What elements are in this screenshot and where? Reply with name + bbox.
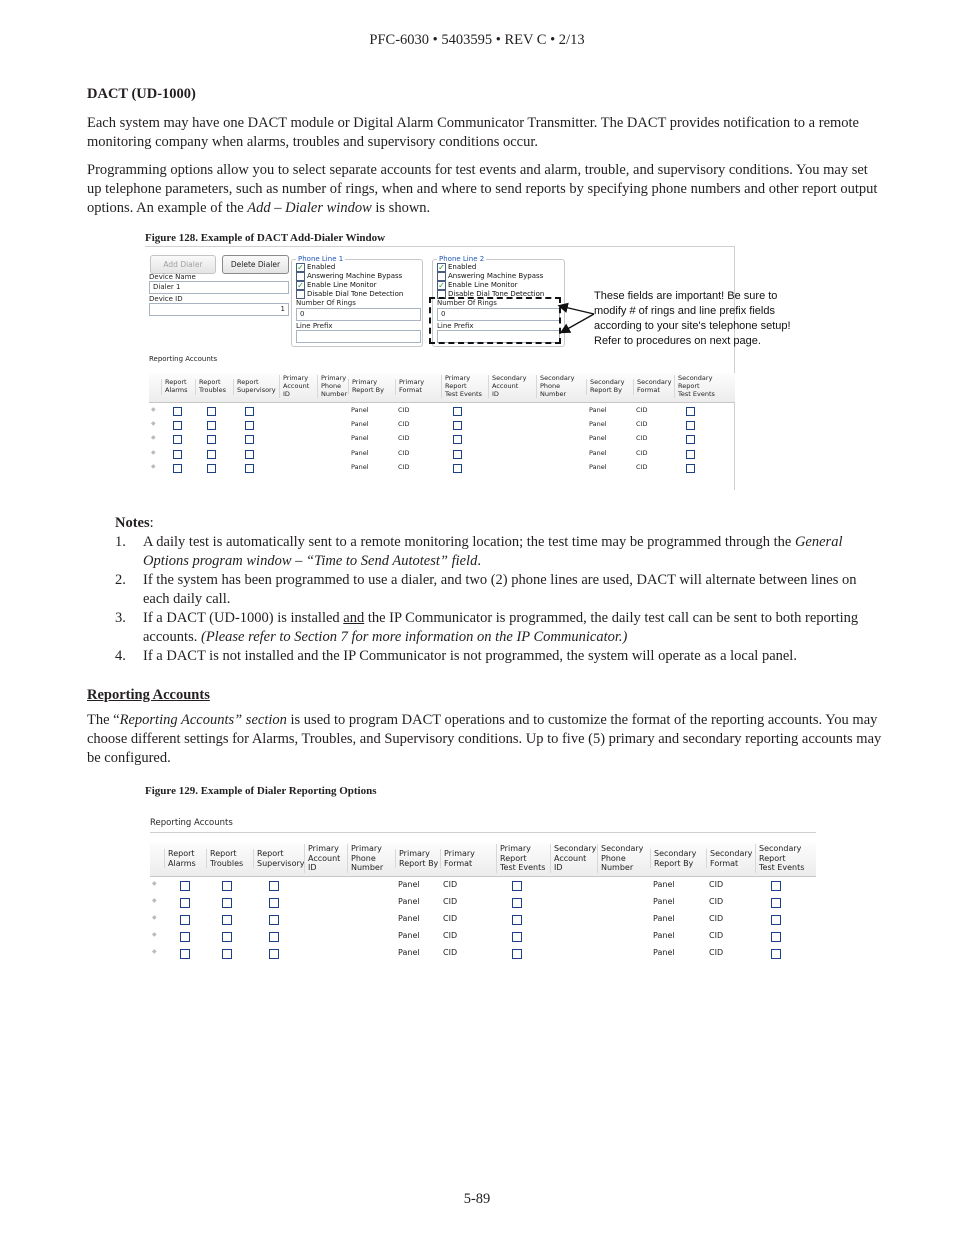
line1-amb-label: Answering Machine Bypass [307,272,403,280]
column-header-line: Primary [352,378,378,386]
text-run: Programming options allow you to select separate accounts for test events and alarm, trouble, and supervisory conditions. You may set up telephone parameters, such as number of rings, when and where to send reports by specifying phone numbers and other report output options. An example of the [87,162,878,216]
row-indicator-icon: ◆ [151,462,156,470]
note-text-run: the IP Communicator is programmed, the daily test call can be sent to both reporting accounts. [143,610,859,645]
delete-dialer-button[interactable]: Delete Dialer [222,255,289,274]
note-item [87,647,877,666]
column-header-line: Report By [590,385,622,394]
column-header-line: Phone [601,853,626,863]
row-indicator-icon: ◆ [151,434,156,442]
row-checkbox[interactable] [173,407,182,416]
column-header-line: Report By [654,858,694,868]
row-checkbox[interactable] [222,898,232,908]
row-checkbox[interactable] [686,407,695,416]
column-header-line: Supervisory [257,858,305,868]
line1-enabled-label: Enabled [307,263,336,271]
row-checkbox[interactable] [269,915,279,925]
row-checkbox[interactable] [245,435,254,444]
row-cell[interactable]: Panel [589,462,607,471]
column-header-line: Primary [399,378,425,386]
page-header: PFC-6030 • 5403595 • REV C • 2/13 [369,32,585,48]
intro-paragraph: Each system may have one DACT module or Digital Alarm Communicator Transmitter. The DACT provides notification to a remote monitoring company when alarms, troubles and supervisory conditions occur. [87,115,859,150]
column-header[interactable] [488,375,526,398]
row-indicator-icon: ◆ [151,406,156,413]
row-checkbox[interactable] [245,464,254,473]
row-cell[interactable]: CID [398,448,410,457]
column-header[interactable] [253,849,304,868]
line1-ddt-label: Disable Dial Tone Detection [307,290,404,298]
line2-rings-label: Number Of Rings [437,299,497,307]
column-header-line: Primary [445,374,471,382]
column-header-line: Format [444,858,473,868]
row-cell[interactable]: CID [443,948,458,957]
column-header-line: ID [554,863,563,873]
figure-129-caption: Figure 129. Example of Dialer Reporting Options [145,785,377,797]
column-header-line: Test Events [445,389,482,398]
note-number: 4. [115,648,126,664]
column-header-line: Test Events [759,863,805,873]
row-checkbox[interactable] [180,915,190,925]
column-header[interactable] [496,844,545,873]
callout-note [594,289,791,349]
line1-rings-label: Number Of Rings [296,299,356,307]
row-cell[interactable]: CID [709,931,724,940]
column-header-line: Secondary [540,374,575,382]
column-header-line: Format [399,385,422,394]
row-cell[interactable]: Panel [653,914,675,923]
row-checkbox[interactable] [686,421,695,430]
column-header-line: Report [210,849,237,858]
column-header-line: ID [308,863,317,873]
row-cell[interactable]: CID [398,462,410,471]
row-checkbox[interactable] [180,932,190,942]
reporting-paragraph [87,711,883,768]
row-checkbox[interactable] [222,932,232,942]
row-cell[interactable]: Panel [653,948,675,957]
column-header[interactable] [441,375,482,398]
line2-prefix-label: Line Prefix [437,322,474,330]
column-header-line: Report [445,381,467,390]
row-checkbox[interactable] [269,881,279,891]
note-text-run: and [343,610,365,626]
column-header[interactable] [164,849,196,868]
row-checkbox[interactable] [512,949,522,959]
highlight-box [429,297,561,344]
column-header-line: Primary [444,849,475,858]
row-cell[interactable]: Panel [653,897,675,906]
phone-line-1-title: Phone Line 1 [298,255,344,263]
row-checkbox[interactable] [245,407,254,416]
line1-prefix-field[interactable] [296,330,421,343]
note-text-run: If the system has been programmed to use a dialer, and two (2) phone lines are used, DACT will alternate between lines on each daily call. [143,572,857,607]
row-checkbox[interactable] [222,915,232,925]
column-header-line: Secondary [554,844,597,853]
row-checkbox[interactable] [453,435,462,444]
line2-ddt-label: Disable Dial Tone Detection [448,290,545,298]
row-indicator-icon: ◆ [152,915,157,921]
row-checkbox[interactable] [207,464,216,473]
row-cell[interactable]: Panel [351,434,369,443]
column-header-line: Number [351,863,384,873]
row-checkbox[interactable] [269,898,279,908]
column-header-line: Report [678,381,700,390]
note-item [87,533,877,571]
column-header-line: Account [492,381,519,390]
column-header-line: Number [321,389,348,398]
reporting-accounts-grid-large [150,842,816,957]
line2-amb-label: Answering Machine Bypass [448,272,544,280]
row-cell[interactable]: CID [636,406,648,414]
column-header-line: Test Events [500,863,546,873]
column-header-line: Account [308,853,341,863]
line2-rings-field[interactable]: 0 [437,308,560,321]
row-checkbox[interactable] [222,949,232,959]
section-title: DACT (UD-1000) [87,86,196,102]
row-checkbox[interactable] [207,421,216,430]
row-checkbox[interactable] [269,949,279,959]
line2-amb-checkbox[interactable] [437,272,446,281]
line1-ddt-checkbox[interactable] [296,290,305,299]
column-header-line: Report [759,853,786,863]
row-checkbox[interactable] [245,450,254,459]
column-header[interactable] [195,379,226,395]
row-checkbox[interactable] [207,407,216,416]
text-run: is shown. [371,200,431,216]
text-run-italic: Reporting Accounts” section [119,712,287,728]
note-text-run: If a DACT (UD-1000) is installed [143,610,344,626]
column-header-line: Phone [351,853,376,863]
row-indicator-icon: ◆ [152,932,157,938]
column-header-line: Format [637,385,660,394]
row-cell[interactable]: Panel [351,462,369,471]
row-checkbox[interactable] [180,949,190,959]
column-header-line: Primary [308,844,339,853]
row-cell[interactable]: Panel [351,406,369,414]
row-checkbox[interactable] [453,421,462,430]
row-cell[interactable]: CID [636,420,648,429]
note-line: Refer to procedures on next page. [594,335,761,347]
column-header-line: Secondary [678,374,713,382]
column-header-line: Alarms [165,385,188,394]
phone-line-2-title: Phone Line 2 [439,255,485,263]
row-cell[interactable]: Panel [589,420,607,429]
row-checkbox[interactable] [207,450,216,459]
line2-enabled-checkbox[interactable]: ✓ [438,263,445,272]
column-header-line: Number [601,863,634,873]
row-cell[interactable]: CID [443,914,458,923]
row-checkbox[interactable] [771,915,781,925]
column-header-line: Secondary [759,844,802,853]
row-indicator-icon: ◆ [151,448,156,456]
column-header[interactable] [395,379,424,395]
column-header-line: Report [500,853,527,863]
column-header[interactable] [233,379,276,395]
column-header-line: Phone [540,381,561,390]
line1-rings-field[interactable]: 0 [296,308,421,321]
line1-elm-label: Enable Line Monitor [307,281,377,289]
column-header[interactable] [304,844,340,873]
column-header[interactable] [348,379,384,395]
column-header[interactable] [650,849,696,868]
column-header[interactable] [279,375,309,398]
column-header-line: Format [710,858,739,868]
column-header-line: Report [237,378,259,386]
column-header-line: Report [257,849,284,858]
row-cell[interactable]: CID [709,897,724,906]
row-cell[interactable]: CID [709,914,724,923]
row-checkbox[interactable] [453,407,462,416]
row-cell[interactable]: CID [709,880,724,889]
column-header-line: Account [283,381,310,390]
page-number: 5-89 [463,1191,491,1207]
column-header-line: Phone [321,381,342,390]
row-indicator-icon: ◆ [152,881,157,887]
row-cell[interactable]: CID [443,897,458,906]
column-header-line: Report By [399,858,439,868]
note-item [87,571,877,609]
device-id-field[interactable]: 1 [149,303,289,316]
row-cell[interactable]: CID [709,948,724,957]
note-text-run: . [477,553,481,569]
note-number: 3. [115,610,126,626]
column-header[interactable] [395,849,438,868]
note-item [87,609,877,647]
row-cell[interactable]: CID [636,462,648,471]
note-line: These fields are important! Be sure to [594,290,778,302]
figure-128-caption: Figure 128. Example of DACT Add-Dialer Window [145,232,386,244]
column-header-line: Secondary [637,378,672,386]
column-header-line: Account [554,853,587,863]
column-header[interactable] [755,844,804,873]
column-header[interactable] [317,375,347,398]
add-dialer-window [145,246,735,490]
column-header[interactable] [536,375,574,398]
note-line: according to your site's telephone setup! [594,320,791,332]
row-checkbox[interactable] [245,421,254,430]
row-cell[interactable]: Panel [398,914,420,923]
column-header[interactable] [706,849,752,868]
row-checkbox[interactable] [686,450,695,459]
row-cell[interactable]: Panel [351,420,369,429]
row-cell[interactable]: Panel [589,434,607,443]
column-header-line: Primary [351,844,382,853]
reporting-accounts-heading: Reporting Accounts [87,687,210,703]
row-cell[interactable]: Panel [653,931,675,940]
column-header[interactable] [633,379,671,395]
column-header-line: Report [165,378,187,386]
add-dialer-button[interactable]: Add Dialer [150,255,216,274]
row-checkbox[interactable] [512,881,522,891]
column-header[interactable] [161,379,188,395]
row-checkbox[interactable] [222,881,232,891]
line2-elm-checkbox[interactable]: ✓ [438,281,445,290]
row-checkbox[interactable] [453,464,462,473]
row-checkbox[interactable] [180,881,190,891]
row-cell[interactable]: Panel [351,448,369,457]
row-checkbox[interactable] [180,898,190,908]
row-checkbox[interactable] [453,450,462,459]
notes-list [87,533,877,666]
row-checkbox[interactable] [771,898,781,908]
row-checkbox[interactable] [686,435,695,444]
row-indicator-icon: ◆ [152,949,157,955]
row-indicator-icon: ◆ [151,420,156,428]
row-checkbox[interactable] [512,932,522,942]
column-header-line: Secondary [654,849,697,858]
line2-enabled-label: Enabled [448,263,477,271]
column-header-line: Primary [321,374,347,382]
column-header-line: Report [168,849,195,858]
row-checkbox[interactable] [512,898,522,908]
row-checkbox[interactable] [771,949,781,959]
row-cell[interactable]: CID [443,931,458,940]
note-number: 2. [115,572,126,588]
device-id-label: Device ID [149,295,183,303]
row-cell[interactable]: CID [398,434,410,443]
column-header-line: Troubles [199,385,226,394]
note-text-run: General Options program window – “Time to Send Autotest” field [143,534,843,569]
column-header-line: ID [283,389,290,398]
column-header-line: Test Events [678,389,715,398]
column-header[interactable] [206,849,243,868]
notes-title: Notes: [115,515,154,531]
column-header[interactable] [347,844,383,873]
row-cell[interactable]: CID [398,406,410,414]
column-header-line: Primary [399,849,430,858]
note-line: modify # of rings and line prefix fields [594,305,775,317]
row-checkbox[interactable] [512,915,522,925]
programming-paragraph [87,161,883,218]
line1-enabled-checkbox[interactable]: ✓ [297,263,304,272]
reporting-accounts-label: Reporting Accounts [149,355,218,363]
row-cell[interactable]: CID [398,420,410,429]
row-checkbox[interactable] [269,932,279,942]
line1-prefix-label: Line Prefix [296,322,333,330]
dialer-reporting-panel [150,832,816,960]
row-cell[interactable]: Panel [398,948,420,957]
device-name-label: Device Name [149,273,196,281]
row-checkbox[interactable] [771,881,781,891]
row-checkbox[interactable] [173,421,182,430]
row-cell[interactable]: CID [443,880,458,889]
column-header-line: Alarms [168,858,196,868]
column-header[interactable] [440,849,475,868]
note-text-run: A daily test is automatically sent to a remote monitoring location; the test time may be programmed through the [143,534,795,550]
column-header-line: Report By [352,385,384,394]
line1-elm-checkbox[interactable]: ✓ [297,281,304,290]
note-text-run: (Please refer to Section 7 for more information on the IP Communicator.) [200,629,628,645]
row-checkbox[interactable] [771,932,781,942]
column-header-line: Report [199,378,221,386]
row-checkbox[interactable] [686,464,695,473]
row-cell[interactable]: Panel [589,406,607,414]
row-cell[interactable]: Panel [398,897,420,906]
column-header-line: ID [492,389,499,398]
row-cell[interactable]: CID [636,434,648,443]
column-header[interactable] [674,375,715,398]
column-header-line: Supervisory [237,385,276,394]
column-header-line: Secondary [601,844,644,853]
row-cell[interactable]: Panel [398,880,420,889]
column-header-line: Number [540,389,567,398]
row-checkbox[interactable] [173,464,182,473]
row-cell[interactable]: Panel [653,880,675,889]
row-checkbox[interactable] [207,435,216,444]
row-cell[interactable]: Panel [398,931,420,940]
notes-title-text: Notes [115,515,150,531]
note-text-run: If a DACT is not installed and the IP Communicator is not programmed, the system will operate as a local panel. [143,648,797,664]
reporting-accounts-grid [149,373,735,471]
text-run: The “ [87,712,120,728]
column-header[interactable] [597,844,643,873]
text-run: is used to program DACT operations and to customize the format of the reporting accounts. You may choose different settings for Alarms, Troubles, and Supervisory conditions. Up to five (5) primary and secondary reporting accounts may be configured. [87,712,882,766]
row-indicator-icon: ◆ [152,898,157,904]
note-number: 1. [115,534,126,550]
column-header-line: Secondary [590,378,625,386]
column-header[interactable] [586,379,624,395]
row-checkbox[interactable] [173,450,182,459]
column-header-line: Primary [500,844,531,853]
column-header-line: Troubles [210,858,244,868]
fig129-reporting-label: Reporting Accounts [150,818,233,828]
column-header-line: Secondary [492,374,527,382]
column-header[interactable] [550,844,596,873]
line2-elm-label: Enable Line Monitor [448,281,518,289]
row-checkbox[interactable] [173,435,182,444]
column-header-line: Secondary [710,849,753,858]
row-cell[interactable]: CID [636,448,648,457]
column-header-line: Primary [283,374,309,382]
line1-amb-checkbox[interactable] [296,272,305,281]
row-cell[interactable]: Panel [589,448,607,457]
device-name-field[interactable]: Dialer 1 [149,281,289,294]
text-run-italic: Add – Dialer window [247,200,372,216]
